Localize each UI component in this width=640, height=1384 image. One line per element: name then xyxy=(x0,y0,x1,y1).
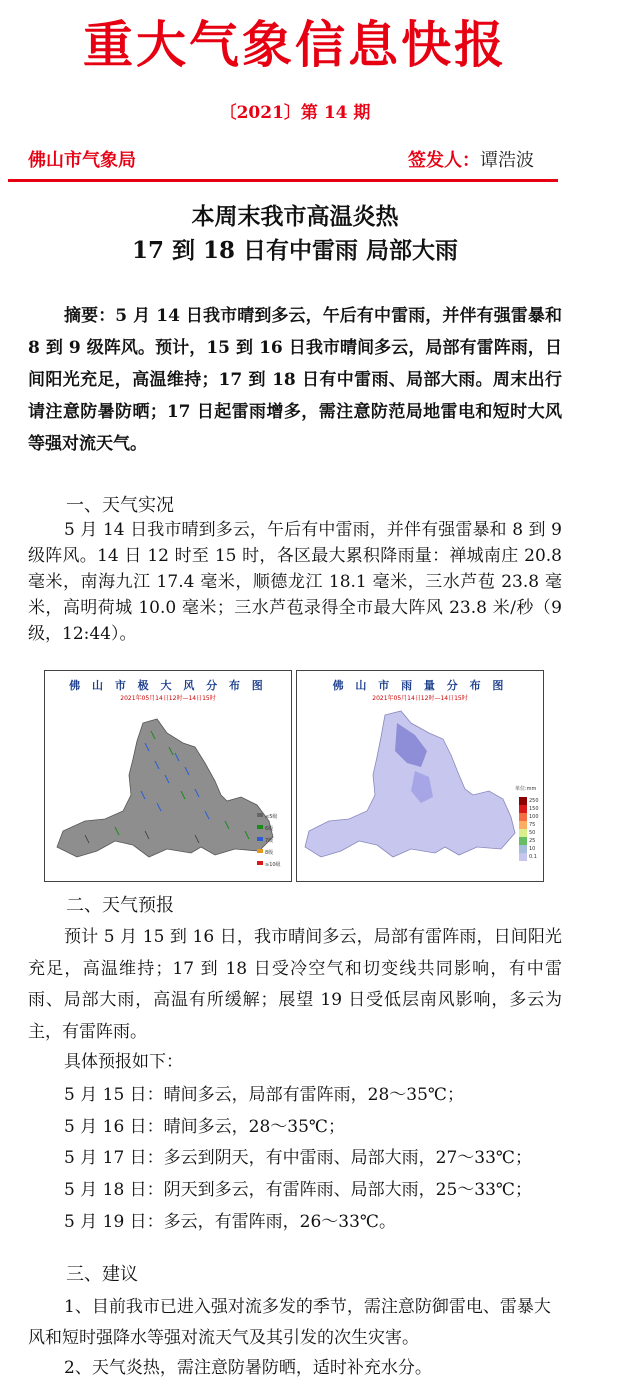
issuer-name: 佛山市气象局 xyxy=(28,150,136,171)
rain-legend-label: 50 xyxy=(529,830,536,836)
advice-item: 2、天气炎热，需注意防暑防晒，适时补充水分。 xyxy=(64,1358,432,1378)
forecast-intro: 具体预报如下： xyxy=(64,1052,183,1072)
section-heading-advice: 三、建议 xyxy=(66,1264,138,1285)
rain-map-subtitle: 2021年05月14日12时—14日15时 xyxy=(372,695,468,702)
wind-map-legend xyxy=(265,811,281,871)
forecast-day-line: 5 月 16 日：晴间多云，28～35℃； xyxy=(64,1117,345,1137)
headline-line-1: 本周末我市高温炎热 xyxy=(191,203,399,230)
headline-line-2: 17 到 18 日有中雷雨 局部大雨 xyxy=(131,237,459,264)
rainfall-distribution-map xyxy=(296,670,544,882)
rain-map-graphic xyxy=(297,671,543,881)
forecast-day-line: 5 月 15 日：晴间多云，局部有雷阵雨，28～35℃； xyxy=(64,1085,464,1105)
wind-distribution-map xyxy=(44,670,292,882)
rain-legend-label: 25 xyxy=(529,838,536,844)
rain-map-title: 佛 山 市 雨 量 分 布 图 xyxy=(332,679,508,692)
signer xyxy=(408,146,534,172)
signer-name: 谭浩波 xyxy=(480,150,534,171)
advice-item: 1、目前我市已进入强对流多发的季节，需注意防御雷电、雷暴大风和短时强降水等强对流天气及其引发的次生灾害。 xyxy=(28,1297,551,1348)
section-heading-observation: 一、天气实况 xyxy=(66,495,174,516)
wind-map-subtitle: 2021年05月14日12时—14日15时 xyxy=(120,695,216,702)
rain-legend-label: 0.1 xyxy=(529,854,537,860)
wind-legend-label: 8级 xyxy=(265,850,274,856)
forecast-paragraph: 预计 5 月 15 到 16 日，我市晴间多云，局部有雷阵雨，日间阳光充足，高温维持；17 到 18 日受冷空气和切变线共同影响，有中雷雨、局部大雨，高温有所缓解；展望 19 日受低层南风影响，多云为主，有雷阵雨。 xyxy=(28,927,562,1042)
observation-paragraph: 5 月 14 日我市晴到多云，午后有中雷雨，并伴有强雷暴和 8 到 9 级阵风。14 日 12 时至 15 时，各区最大累积降雨量：禅城南庄 20.8 毫米，南海九江 17.4 毫米，顺德龙江 18.1 毫米，三水芦苞 23.8 毫米，高明荷城 10.0 毫米；三水芦苞录得全市最大阵风 23.8 米/秒（9 级，12:44）。 xyxy=(28,520,562,644)
header-divider xyxy=(8,179,558,182)
wind-legend-label: 7级 xyxy=(265,838,274,844)
forecast-day-line: 5 月 18 日：阴天到多云，有雷阵雨、局部大雨，25～33℃； xyxy=(64,1180,532,1200)
wind-legend-label: ≥10级 xyxy=(265,862,281,868)
section-heading-forecast: 二、天气预报 xyxy=(66,895,174,916)
rain-legend-label: 150 xyxy=(529,806,539,812)
wind-map-title: 佛 山 市 极 大 风 分 布 图 xyxy=(69,679,267,692)
signer-label: 签发人： xyxy=(408,150,480,171)
wind-legend-label: ≤5级 xyxy=(265,814,278,820)
summary-paragraph: 摘要：5 月 14 日我市晴到多云，午后有中雷雨，并伴有强雷暴和 8 到 9 级阵风。预计，15 到 16 日我市晴间多云，局部有雷阵雨，日间阳光充足，高温维持；17 到 18 日有中雷雨、局部大雨。周末出行请注意防暑防晒；17 日起雷雨增多，需注意防范局地雷电和短时大风等强对流天气。 xyxy=(28,306,562,454)
wind-map-graphic xyxy=(45,671,291,881)
forecast-day-line: 5 月 17 日：多云到阴天，有中雷雨、局部大雨，27～33℃； xyxy=(64,1148,532,1168)
rain-legend-label: 75 xyxy=(529,822,536,828)
forecast-day-line: 5 月 19 日：多云，有雷阵雨，26～33℃。 xyxy=(64,1212,396,1232)
rain-legend-label: 10 xyxy=(529,846,536,852)
rain-map-unit: 单位:mm xyxy=(515,786,537,792)
issue-number: 〔2021〕第 14 期 xyxy=(219,103,371,123)
rain-legend-label: 100 xyxy=(529,814,539,820)
rain-legend-label: 250 xyxy=(529,798,539,804)
rain-map-legend xyxy=(529,797,539,861)
wind-legend-label: 6级 xyxy=(265,826,274,832)
bulletin-title: 重大气象信息快报 xyxy=(83,15,507,74)
